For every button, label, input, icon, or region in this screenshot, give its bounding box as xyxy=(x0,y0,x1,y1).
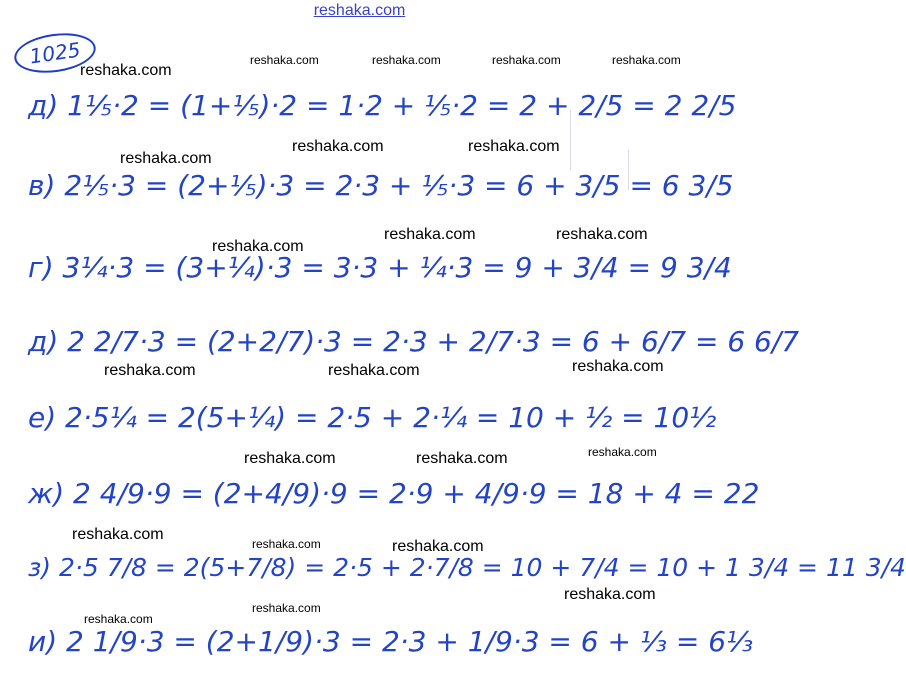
watermark: reshaka.com xyxy=(492,53,561,67)
watermark: reshaka.com xyxy=(564,586,656,603)
equation-row: д) 1⅕·2 = (1+⅕)·2 = 1·2 + ⅕·2 = 2 + 2/5 = 2 2/5 xyxy=(28,89,737,122)
watermark: reshaka.com xyxy=(292,138,384,155)
watermark: reshaka.com xyxy=(72,526,164,543)
watermark: reshaka.com xyxy=(384,226,476,243)
watermark: reshaka.com xyxy=(104,362,196,379)
watermark: reshaka.com xyxy=(556,226,648,243)
equation-row: д) 2 2/7·3 = (2+2/7)·3 = 2·3 + 2/7·3 = 6 + 6/7 = 6 6/7 xyxy=(28,325,800,358)
watermark: reshaka.com xyxy=(252,601,321,615)
site-header[interactable] xyxy=(0,0,719,24)
equation-row: е) 2·5¼ = 2(5+¼) = 2·5 + 2·¼ = 10 + ½ = 10½ xyxy=(28,401,717,434)
watermark: reshaka.com xyxy=(252,537,321,551)
problem-number-badge: 1025 xyxy=(12,28,98,77)
equation-row: ж) 2 4/9·9 = (2+4/9)·9 = 2·9 + 4/9·9 = 18 + 4 = 22 xyxy=(28,477,760,510)
equation-row: в) 2⅕·3 = (2+⅕)·3 = 2·3 + ⅕·3 = 6 + 3/5 = 6 3/5 xyxy=(28,169,734,202)
watermark: reshaka.com xyxy=(468,138,560,155)
watermark: reshaka.com xyxy=(80,62,172,79)
watermark: reshaka.com xyxy=(84,612,153,626)
equation-row: г) 3¼·3 = (3+¼)·3 = 3·3 + ¼·3 = 9 + 3/4 = 9 3/4 xyxy=(28,251,732,284)
watermark: reshaka.com xyxy=(612,53,681,67)
watermark: reshaka.com xyxy=(392,538,484,555)
watermark: reshaka.com xyxy=(416,450,508,467)
watermark: reshaka.com xyxy=(250,53,319,67)
equation-row: з) 2·5 7/8 = 2(5+7/8) = 2·5 + 2·7/8 = 10 + 7/4 = 10 + 1 3/4 = 11 3/4 xyxy=(28,553,906,582)
watermark: reshaka.com xyxy=(212,238,304,255)
watermark: reshaka.com xyxy=(120,150,212,167)
watermark: reshaka.com xyxy=(244,450,336,467)
equation-row: и) 2 1/9·3 = (2+1/9)·3 = 2·3 + 1/9·3 = 6 + ⅓ = 6⅓ xyxy=(28,625,754,658)
watermark: reshaka.com xyxy=(572,358,664,375)
site-link[interactable]: reshaka.com xyxy=(313,2,406,19)
watermark: reshaka.com xyxy=(588,445,657,459)
watermark: reshaka.com xyxy=(372,53,441,67)
watermark: reshaka.com xyxy=(328,362,420,379)
